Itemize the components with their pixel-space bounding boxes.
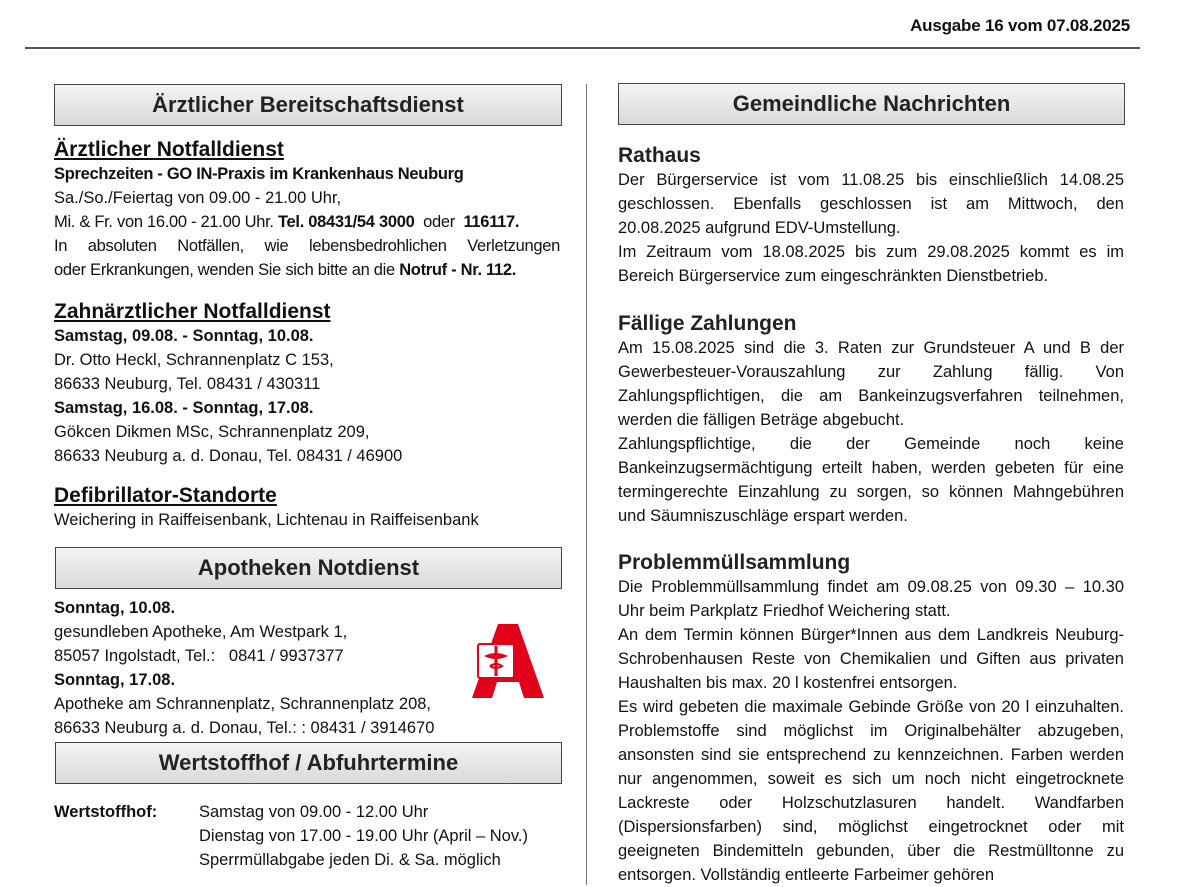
rathaus-p2: Im Zeitraum vom 18.08.2025 bis zum 29.08.2025 kommt es im Bereich Bürgerservice zum eingeschränkten Dienstbetrieb.: [618, 243, 1124, 285]
wertstoffhof-times: [199, 800, 579, 872]
muell-p2: An dem Termin können Bürger*Innen aus dem Landkreis Neuburg-Schrobenhausen Reste von Chemikalien und Giften aus privaten Haushalten bis max. 20 l kostenfrei entsorgen.: [618, 626, 1124, 692]
apo-phone1: 85057 Ingolstadt, Tel.: 0841 / 9937377: [54, 647, 344, 665]
notfall-line1: Sa./So./Feiertag von 09.00 - 21.00 Uhr,: [54, 189, 342, 207]
apo-date1: Sonntag, 10.08.: [54, 599, 176, 617]
notfall-title: Ärztlicher Notfalldienst: [54, 138, 284, 161]
muell-p1: Die Problemmüllsammlung findet am 09.08.25 von 09.30 – 10.30 Uhr beim Parkplatz Friedhof Weichering statt.: [618, 578, 1124, 620]
notfall-or: oder: [423, 213, 455, 231]
rathaus-p1: Der Bürgerservice ist vom 11.08.25 bis einschließlich 14.08.25 geschlossen. Ebenfalls geschlossen ist am Mittwoch, den 20.08.2025 aufgrund EDV-Umstellung.: [618, 171, 1124, 237]
section-box-bereitschaftsdienst: Ärztlicher Bereitschaftsdienst: [54, 84, 562, 126]
zahlungen-p2: Zahlungspflichtige, die der Gemeinde noch keine Bankeinzugsermächtigung erteilt haben, werden gebeten für eine termingerechte Einzahlung zu sorgen, so können Mahngebühren und Säumniszuschläge erspart werden.: [618, 435, 1124, 525]
section-box-apotheken: Apotheken Notdienst: [55, 547, 562, 589]
muell-title: Problemmüllsammlung: [618, 551, 851, 574]
column-divider: [586, 84, 587, 885]
zahn-date1: Samstag, 09.08. - Sonntag, 10.08.: [54, 327, 314, 345]
notfall-section: [54, 138, 560, 282]
zahlungen-p1: Am 15.08.2025 sind die 3. Raten zur Grundsteuer A und B der Gewerbesteuer-Vorauszahlung zur Zahlung fällig. Von Zahlungspflichtigen, die am Bankeinzugsverfahren teilnehmen, werden die fälligen Beträge abgebucht.: [618, 339, 1124, 429]
zahlungen-title: Fällige Zahlungen: [618, 312, 797, 335]
notfall-line4-text: oder Erkrankungen, wenden Sie sich bitte an die: [54, 261, 395, 279]
defi-text: Weichering in Raiffeisenbank, Lichtenau in Raiffeisenbank: [54, 511, 479, 529]
wertstoffhof-line2: Dienstag von 17.00 - 19.00 Uhr (April – Nov.): [199, 827, 528, 845]
notfall-phone: Tel. 08431/54 3000: [277, 213, 415, 231]
zahn-section: [54, 300, 560, 468]
issue-label: Ausgabe 16 vom 07.08.2025: [910, 16, 1130, 35]
section-box-nachrichten: Gemeindliche Nachrichten: [618, 83, 1125, 125]
zahn-title: Zahnärztlicher Notfalldienst: [54, 300, 331, 323]
muell-section: [618, 551, 1124, 887]
zahlungen-section: [618, 312, 1124, 528]
section-box-wertstoffhof: Wertstoffhof / Abfuhrtermine: [55, 742, 562, 784]
notfall-phone2: 116117.: [463, 213, 520, 231]
rathaus-section: [618, 144, 1124, 288]
wertstoffhof-label: Wertstoffhof:: [54, 803, 158, 821]
defi-section: [54, 484, 560, 532]
apo-name1: gesundleben Apotheke, Am Westpark 1,: [54, 623, 348, 641]
notfall-line2: [54, 210, 560, 234]
wertstoffhof-line3: Sperrmüllabgabe jeden Di. & Sa. möglich: [199, 851, 501, 869]
zahn-doc2-phone: 86633 Neuburg a. d. Donau, Tel. 08431 / 46900: [54, 447, 403, 465]
notruf-number: Notruf - Nr. 112.: [399, 261, 517, 279]
zahn-doc2-addr: Gökcen Dikmen MSc, Schrannenplatz 209,: [54, 423, 370, 441]
muell-p3: Es wird gebeten die maximale Gebinde Größe von 20 l einzuhalten. Problemstoffe sind möglichst im Originalbehälter abzugeben, ansonsten sind sie entsprechend zu kennzeichnen. Farben werden nur angenommen, soweit es sich um noch nicht eingetrocknete Lackreste oder Holzschutzlasuren handelt. Wandfarben (Dispersionsfarben) sind, möglichst eingetrocknet oder mit geeigneten Bindemitteln gebunden, über die Restmülltonne zu entsorgen. Vollständig entleerte Farbeimer gehören: [618, 698, 1124, 884]
apo-phone2: 86633 Neuburg a. d. Donau, Tel.: : 08431 / 3914670: [54, 719, 435, 737]
notfall-line3: In absoluten Notfällen, wie lebensbedrohlichen Verletzungen: [54, 237, 560, 255]
rathaus-title: Rathaus: [618, 144, 701, 167]
apo-date2: Sonntag, 17.08.: [54, 671, 176, 689]
notfall-hours: Mi. & Fr. von 16.00 - 21.00 Uhr.: [54, 213, 274, 231]
notfall-line4: [54, 258, 560, 282]
apotheke-logo-icon: [470, 622, 546, 700]
zahn-date2: Samstag, 16.08. - Sonntag, 17.08.: [54, 399, 314, 417]
wertstoffhof-line1: Samstag von 09.00 - 12.00 Uhr: [199, 803, 429, 821]
apo-name2: Apotheke am Schrannenplatz, Schrannenplatz 208,: [54, 695, 432, 713]
header-rule: [25, 47, 1140, 49]
defi-title: Defibrillator-Standorte: [54, 484, 277, 507]
zahn-doc1-addr: Dr. Otto Heckl, Schrannenplatz C 153,: [54, 351, 334, 369]
zahn-doc1-phone: 86633 Neuburg, Tel. 08431 / 430311: [54, 375, 321, 393]
notfall-subtitle: Sprechzeiten - GO IN-Praxis im Krankenhaus Neuburg: [54, 165, 464, 183]
